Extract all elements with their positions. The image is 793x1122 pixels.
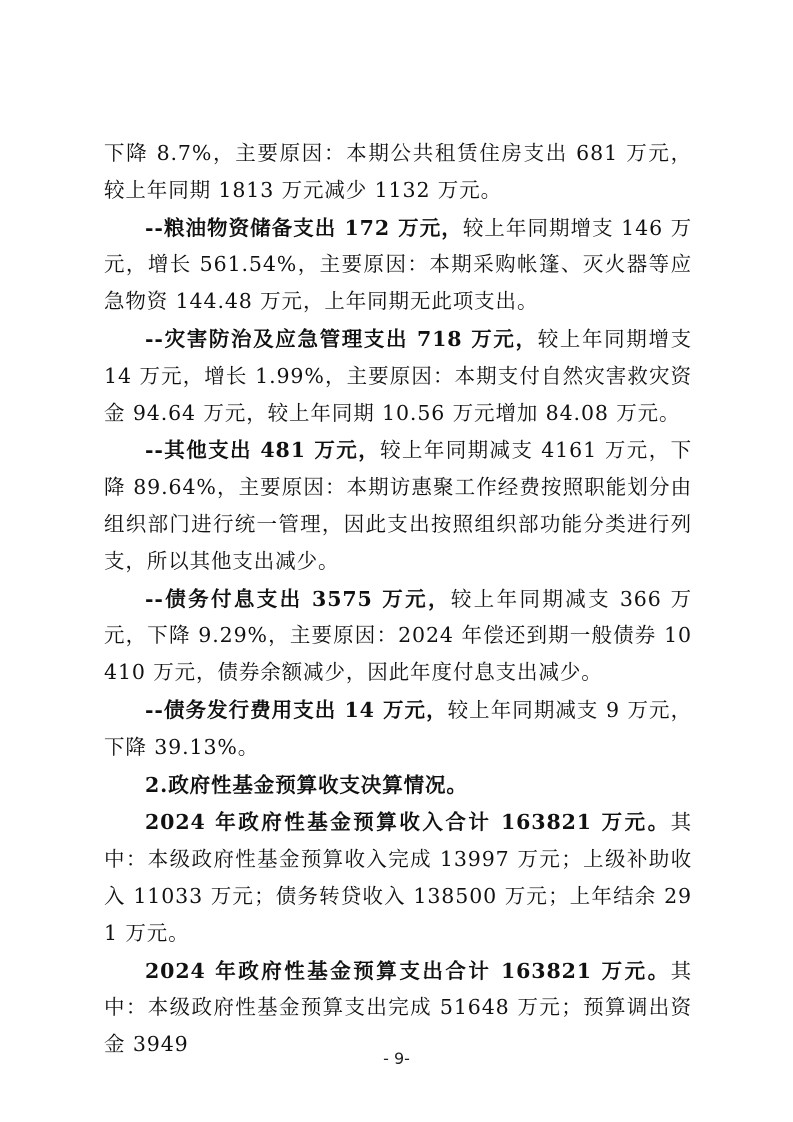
paragraph-lead: --其他支出 481 万元， [145,438,381,463]
paragraph-text: 较上年同期增支 14 万元，增长 1.99%，主要原因：本期支付自然灾害救灾资金 94.64 万元，较上年同期 10.56 万元增加 84.08 万元。 [104,326,692,425]
paragraph-lead: --债务发行费用支出 14 万元， [145,697,448,722]
paragraph-other-expense [104,432,692,579]
paragraph-text: 下降 8.7%，主要原因：本期公共租赁住房支出 681 万元，较上年同期 1813 万元减少 1132 万元。 [104,141,692,202]
paragraph-grain-reserve [104,210,692,320]
paragraph-debt-interest [104,581,692,691]
paragraph-debt-issuance [104,692,692,766]
section-heading: 2.政府性基金预算收支决算情况。 [145,772,468,797]
paragraph-text: 其中：本级政府性基金预算支出完成 51648 万元；预算调出资金 3949 [104,958,692,1057]
paragraph-fund-revenue [104,804,692,951]
paragraph-lead: 2024 年政府性基金预算收入合计 163821 万元。 [145,810,671,835]
paragraph-text: 较上年同期减支 366 万元，下降 9.29%，主要原因：2024 年偿还到期一般债券 10410 万元，债券余额减少，因此年度付息支出减少。 [104,586,692,685]
paragraph-lead: 2024 年政府性基金预算支出合计 163821 万元。 [145,958,671,983]
paragraph-text: 其中：本级政府性基金预算收入完成 13997 万元；上级补助收入 11033 万元；债务转贷收入 138500 万元；上年结余 291 万元。 [104,810,692,945]
paragraph-housing-expense [104,135,692,209]
paragraph-text: 较上年同期减支 9 万元，下降 39.13%。 [104,697,692,759]
page-number: - 9- [383,1049,410,1068]
section-heading-fund-budget [104,767,692,804]
paragraph-disaster-prevention [104,321,692,431]
paragraph-lead: --粮油物资储备支出 172 万元， [145,215,463,240]
paragraph-text: 较上年同期减支 4161 万元，下降 89.64%，主要原因：本期访惠聚工作经费按照职能划分由组织部门进行统一管理，因此支出按照组织部功能分类进行列支，所以其他支出减少。 [104,438,692,573]
paragraph-fund-expenditure [104,953,692,1063]
paragraph-lead: --灾害防治及应急管理支出 718 万元， [145,326,538,351]
document-body [104,135,692,1063]
paragraph-text: 较上年同期增支 146 万元，增长 561.54%，主要原因：本期采购帐篷、灭火器等应急物资 144.48 万元，上年同期无此项支出。 [104,215,692,314]
paragraph-lead: --债务付息支出 3575 万元， [145,586,451,611]
